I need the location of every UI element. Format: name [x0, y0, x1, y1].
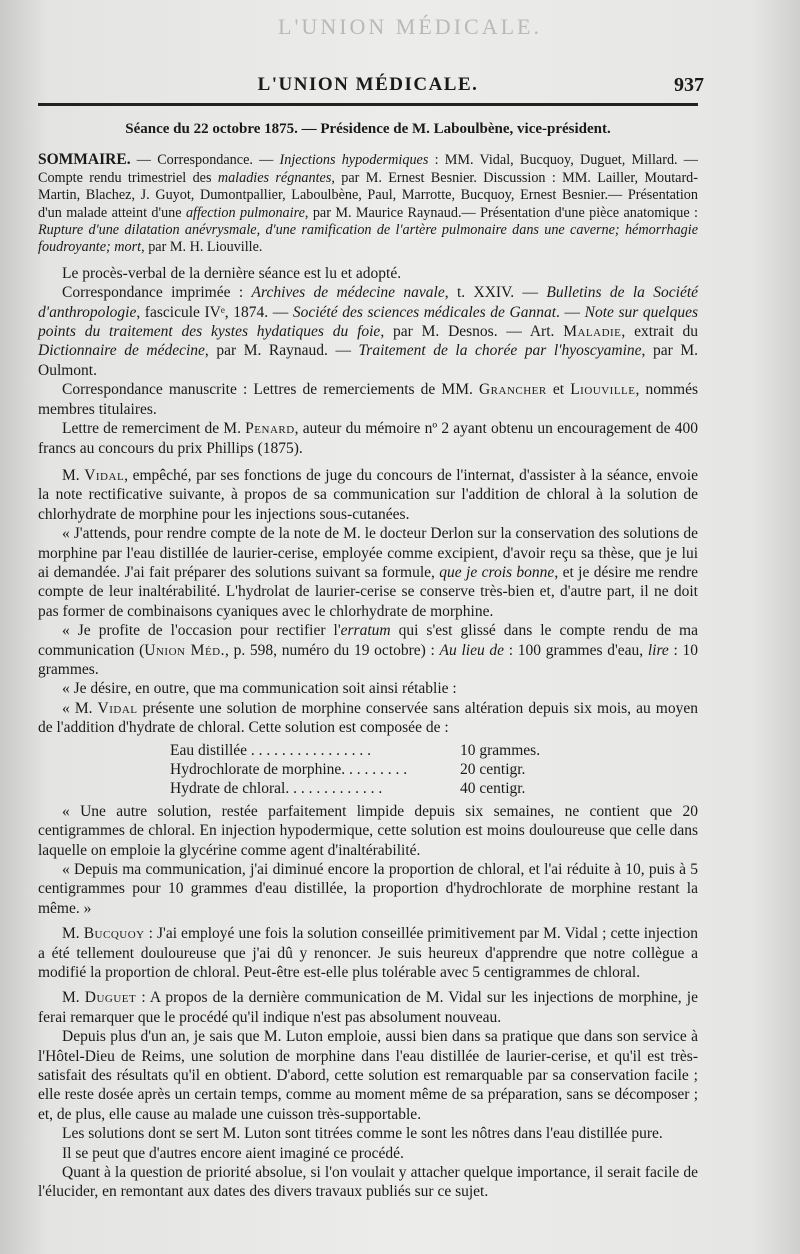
vidal-quote-retablie: « Je désire, en outre, que ma communication soit ainsi rétablie : [62, 680, 457, 698]
article-body [38, 120, 698, 1202]
page-header [38, 74, 704, 98]
formula-row: Hydrate de chloral. . . . . . . . . . . . . 40 centigr. [170, 780, 526, 798]
header-rule [38, 103, 698, 106]
proces-verbal: Le procès-verbal de la dernière séance est lu et adopté. [62, 264, 402, 282]
formula-table [170, 741, 620, 799]
duguet-remark: M. Duguet : A propos de la dernière communication de M. Vidal sur les injections de morphine, je ferai remarquer que le procédé qu'il indique n'est pas absolument nouveau. [38, 989, 698, 1026]
vidal-quote-autre-solution: « Une autre solution, restée parfaitement limpide depuis six semaines, ne contient que 20 centigrammes de chloral. En injection hypodermique, cette solution est moins douloureuse que celle dans laquelle on emploie la glycérine comme agent d'inaltérabilité. [38, 802, 698, 859]
duguet-procede: Il se peut que d'autres encore aient imaginé ce procédé. [62, 1144, 404, 1162]
summary: SOMMAIRE. — Correspondance. — Injections hypodermiques : MM. Vidal, Bucquoy, Duguet, Millard. — Compte rendu trimestriel des maladies régnantes, par M. Ernest Besnier. Discussion : MM. Lailler, Moutard-Martin, Blachez, J. Guyot, Dumontpallier, Laboulbène, Paul, Marrotte, Bucquoy, Ernest Besnier.— Présentation d'un malade atteint d'une affection pulmonaire, par M. Maurice Raynaud.— Présentation d'une pièce anatomique : Rupture d'une dilatation anévrysmale, d'une ramification de l'artère pulmonaire dans une caverne; hémorrhagie foudroyante; mort, par M. H. Liouville. [38, 151, 698, 256]
vidal-quote-solution: « M. Vidal présente une solution de morphine conservée sans altération depuis six mois, au moyen de l'addition d'hydrate de chloral. Cette solution est composée de : [38, 699, 698, 737]
vidal-quote-derlon: « J'attends, pour rendre compte de la note de M. le docteur Derlon sur la conservation des solutions de morphine par l'eau distillée de laurier-cerise, employée comme excipient, d'avoir reçu sa thèse, que je lui ai demandée. J'ai fait préparer des solutions suivant sa formule, que je crois bonne, et je désire me rendre compte de leur inaltérabilité. L'hydrolat de laurier-cerise se conserve très-bien et, d'autre part, il ne doit pas former de combinaisons cyaniques avec le chlorhydrate de morphine. [38, 525, 699, 620]
correspondance-manuscrite: Correspondance manuscrite : Lettres de remerciements de MM. Grancher et Liouville, nommés membres titulaires. [38, 381, 699, 418]
duguet-solutions: Les solutions dont se sert M. Luton sont titrées comme le sont les nôtres dans l'eau distillée pure. [62, 1125, 663, 1143]
section-divider [278, 461, 458, 462]
running-title: L'UNION MÉDICALE. [257, 74, 479, 95]
bucquoy-remark: M. Bucquoy : J'ai employé une fois la solution conseillée primitivement par M. Vidal ; cette injection a été tellement douloureuse que j'ai dû y renoncer. Je suis heureux d'apprendre que notre collègue a modifié la proportion de chloral. Peut-être est-elle plus tolérable avec 5 centigrammes de chloral. [38, 925, 698, 982]
duguet-priorite: Quant à la question de priorité absolue, si l'on voulait y attacher quelque importance, il serait facile de l'élucider, en remontant aux dates des divers travaux publiés sur ce sujet. [38, 1164, 698, 1201]
formula-row: Eau distillée . . . . . . . . . . . . . . . . 10 grammes. [170, 741, 541, 759]
formula-row: Hydrochlorate de morphine. . . . . . . . . 20 centigr. [170, 760, 526, 778]
bleed-through-text: L'UNION MÉDICALE. [278, 14, 542, 39]
summary-label: SOMMAIRE. [38, 151, 131, 169]
penard-letter: Lettre de remerciment de M. Penard, auteur du mémoire nº 2 ayant obtenu un encouragement de 400 francs au concours du prix Phillips (1875). [38, 420, 698, 457]
session-heading: Séance du 22 octobre 1875. — Présidence de M. Laboulbène, vice-président. [125, 121, 611, 137]
vidal-quote-proportion: « Depuis ma communication, j'ai diminué encore la proportion de chloral, et l'ai réduite à 10, puis à 5 centigrammes pour 10 grammes d'eau distillée, la proportion d'hydrochlorate de morphine restant la même. » [38, 860, 698, 917]
vidal-intro: M. Vidal, empêché, par ses fonctions de juge du concours de l'internat, d'assister à la séance, envoie la note rectificative suivante, à propos de sa communication sur l'addition de chloral à la solution de chlorhydrate de morphine pour les injections sous-cutanées. [38, 466, 698, 523]
correspondance-imprimee: Correspondance imprimée : Archives de médecine navale, t. XXIV. — Bulletins de la Société d'anthropologie, fascicule IVᵉ, 1874. — Société des sciences médicales de Gannat. — Note sur quelques points du traitement des kystes hydatiques du foie, par M. Desnos. — Art. Maladie, extrait du Dictionnaire de médecine, par M. Raynaud. — Traitement de la chorée par l'hyoscyamine, par M. Oulmont. [38, 284, 699, 379]
page-number: 937 [674, 74, 704, 96]
duguet-luton: Depuis plus d'un an, je sais que M. Luton emploie, aussi bien dans sa pratique que dans son service à l'Hôtel-Dieu de Reims, une solution de morphine dans l'eau distillée de laurier-cerise, et qu'il est très-satisfait des résultats qu'il en obtient. D'abord, cette solution est remarquable par sa conservation facile ; elle reste dosée après un certain temps, comme au moment même de sa préparation, sans se décomposer ; et, de plus, elle cause au malade une cuisson très-supportable. [38, 1028, 698, 1123]
vidal-quote-erratum: « Je profite de l'occasion pour rectifier l'erratum qui s'est glissé dans le compte rendu de ma communication (Union Méd., p. 598, numéro du 19 octobre) : Au lieu de : 100 grammes d'eau, lire : 10 grammes. [38, 622, 699, 678]
